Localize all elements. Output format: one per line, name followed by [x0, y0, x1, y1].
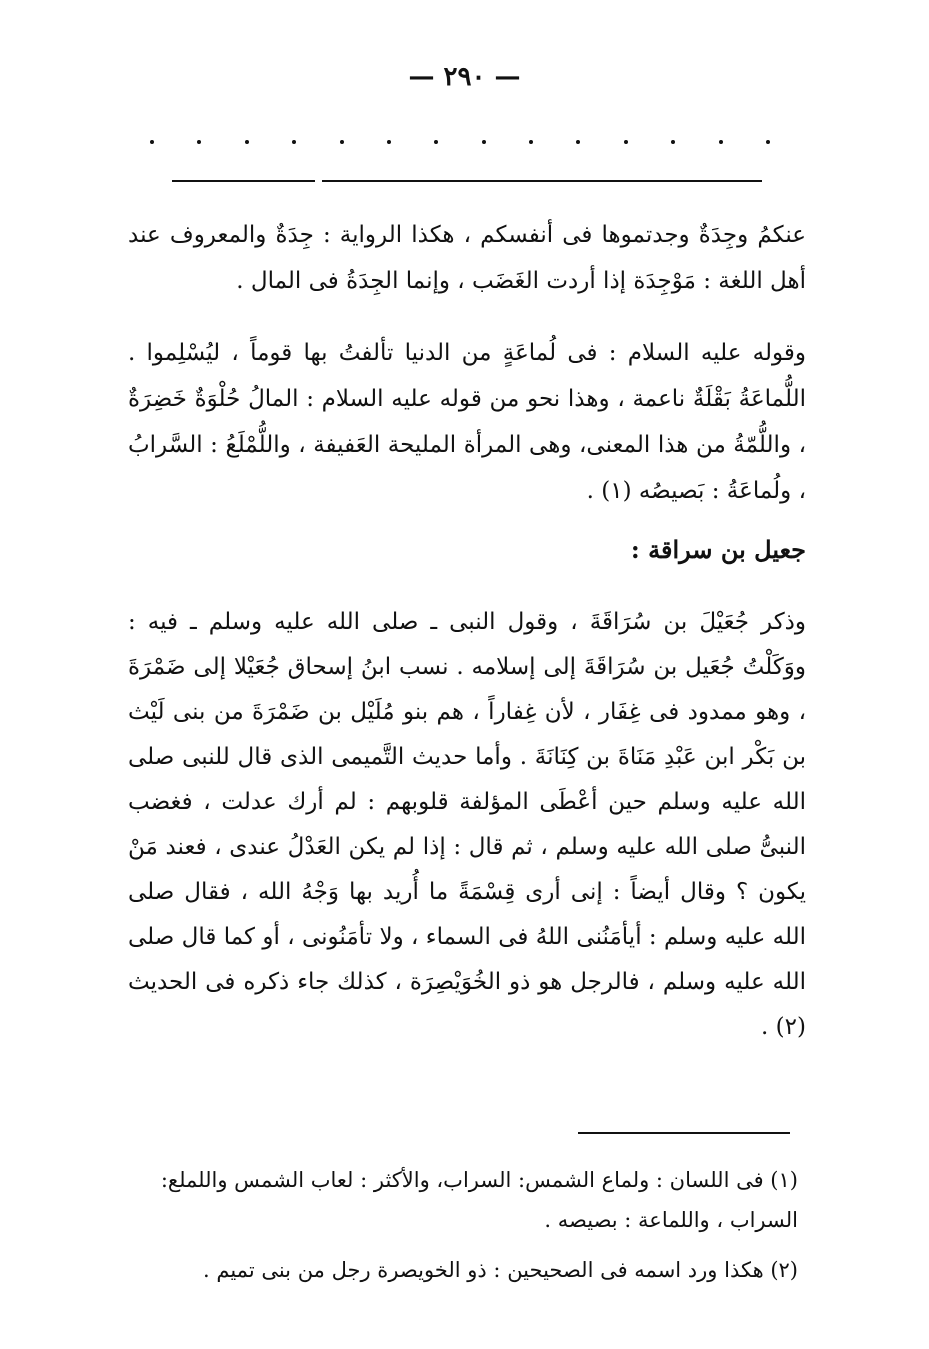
- header-dot-leader: [150, 140, 770, 144]
- dot: [671, 140, 675, 144]
- dot: [766, 140, 770, 144]
- footnote-1: (١) فى اللسان : ولماع الشمس: السراب، والأكثر : لعاب الشمس واللملع: السراب ، واللماعة : بصيصه .: [160, 1168, 798, 1232]
- dot: [150, 140, 154, 144]
- page-number: — ٢٩٠ —: [408, 62, 521, 92]
- dot: [245, 140, 249, 144]
- header-rule-short: [172, 180, 315, 182]
- section-heading: جعيل بن سراقة :: [630, 535, 806, 564]
- header-rule-long: [322, 180, 762, 182]
- dot: [529, 140, 533, 144]
- dot: [482, 140, 486, 144]
- body-paragraph-2: وقوله عليه السلام : فى لُماعَةٍ من الدنيا تألفتُ بها قوماً ، ليُسْلِموا . اللُّماعَةُ بَقْلَةٌ ناعمة ، وهذا نحو من قوله عليه السلام : المالُ حُلْوَةٌ خَضِرَةٌ ، واللُّمّةُ من هذا المعنى، وهى المرأة المليحة العَفيفة ، واللُّمْلَعُ : السَّرابُ ، ولُماعَةُ : بَصيصُه (١) .: [128, 340, 806, 504]
- dot: [719, 140, 723, 144]
- dot: [340, 140, 344, 144]
- footnote-separator: [578, 1132, 790, 1134]
- footnote-2: (٢) هكذا ورد اسمه فى الصحيحين : ذو الخويصرة رجل من بنى تميم .: [203, 1258, 798, 1282]
- dot: [387, 140, 391, 144]
- dot: [197, 140, 201, 144]
- dot: [624, 140, 628, 144]
- dot: [434, 140, 438, 144]
- body-paragraph-1: عنكمُ وجِدَةٌ وجدتموها فى أنفسكم ، هكذا الرواية : جِدَةٌ والمعروف عند أهل اللغة : مَوْجِدَة إذا أردت الغَضَب ، وإنما الجِدَةُ فى المال .: [128, 222, 806, 294]
- body-paragraph-3: وذكر جُعَيْلَ بن سُرَاقَةَ ، وقول النبى ـ صلى الله عليه وسلم ـ فيه : ووَكَلْتُ جُعَيل بن سُرَاقَةَ إلى إسلامه . نسب ابنُ إسحاق جُعَيْلا إلى ضَمْرَةَ ، وهو ممدود فى غِفَار ، لأن غِفاراً ، هم بنو مُلَيْل بن ضَمْرَةَ من بنى لَيْث بن بَكْر ابن عَبْدِ مَنَاةَ بن كِنَانَةَ . وأما حديث التَّميمى الذى قال للنبى صلى الله عليه وسلم حين أعْطَى المؤلفة قلوبهم : لم أرك عدلت ، فغضب النبىُّ صلى الله عليه وسلم ، ثم قال : إذا لم يكن العَدْلُ عندى ، فعند مَنْ يكون ؟ وقال أيضاً : إنى أرى قِسْمَةً ما أُريد بها وَجْهُ الله ، فقال صلى الله عليه وسلم : أيأمَنُنى اللهُ فى السماء ، ولا تأمَنُونى ، أو كما قال صلى الله عليه وسلم ، فالرجل هو ذو الخُوَيْصِرَة ، كذلك جاء ذكره فى الحديث (٢) .: [128, 609, 806, 1040]
- dot: [576, 140, 580, 144]
- dot: [292, 140, 296, 144]
